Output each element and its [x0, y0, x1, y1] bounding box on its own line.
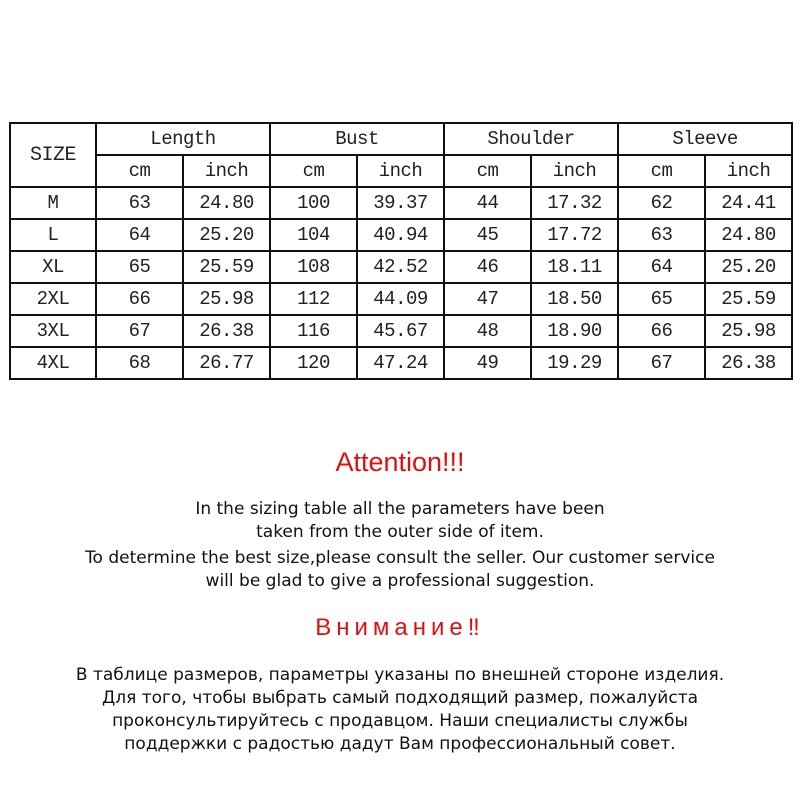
- measurement-cell: 66: [618, 315, 705, 347]
- measurement-cell: 66: [96, 283, 183, 315]
- size-chart-table: [9, 122, 793, 380]
- size-label-cell: 4XL: [10, 347, 96, 379]
- measurement-cell: 25.98: [705, 315, 792, 347]
- measurement-cell: 26.38: [705, 347, 792, 379]
- attention-heading-ru: Внимание‼: [315, 614, 485, 641]
- shoulder-inch-header: inch: [531, 155, 618, 187]
- size-row: [10, 187, 792, 219]
- bust-cm-header: cm: [270, 155, 357, 187]
- measurement-cell: 65: [96, 251, 183, 283]
- attention-heading-en: Attention!!!: [335, 447, 465, 477]
- measurement-cell: 18.90: [531, 315, 618, 347]
- size-label-cell: 2XL: [10, 283, 96, 315]
- size-row: [10, 219, 792, 251]
- length-header: Length: [96, 123, 270, 155]
- notice-text-ru: [0, 664, 800, 756]
- sleeve-header: Sleeve: [618, 123, 792, 155]
- measurement-cell: 112: [270, 283, 357, 315]
- measurement-cell: 120: [270, 347, 357, 379]
- measurement-cell: 49: [444, 347, 531, 379]
- measurement-cell: 47.24: [357, 347, 444, 379]
- measurement-cell: 24.41: [705, 187, 792, 219]
- notice-line: taken from the outer side of item.: [256, 522, 544, 542]
- length-inch-header: inch: [183, 155, 270, 187]
- measurement-cell: 68: [96, 347, 183, 379]
- header-unit-row: [10, 155, 792, 187]
- measurement-cell: 48: [444, 315, 531, 347]
- size-row: [10, 315, 792, 347]
- measurement-cell: 26.77: [183, 347, 270, 379]
- measurement-cell: 63: [96, 187, 183, 219]
- measurement-cell: 67: [618, 347, 705, 379]
- notice-text-en: [0, 498, 800, 593]
- measurement-cell: 19.29: [531, 347, 618, 379]
- notice-line: will be glad to give a professional suggestion.: [205, 571, 595, 591]
- notice-line-ru: В таблице размеров, параметры указаны по внешней стороне изделия.: [75, 665, 725, 685]
- measurement-cell: 65: [618, 283, 705, 315]
- measurement-cell: 18.50: [531, 283, 618, 315]
- measurement-cell: 104: [270, 219, 357, 251]
- shoulder-header: Shoulder: [444, 123, 618, 155]
- notice-line: To determine the best size,please consult the seller. Our customer service: [85, 548, 715, 568]
- measurement-cell: 46: [444, 251, 531, 283]
- size-column-header: SIZE: [10, 123, 96, 187]
- measurement-cell: 24.80: [705, 219, 792, 251]
- measurement-cell: 24.80: [183, 187, 270, 219]
- size-row: [10, 347, 792, 379]
- length-cm-header: cm: [96, 155, 183, 187]
- measurement-cell: 47: [444, 283, 531, 315]
- measurement-cell: 64: [96, 219, 183, 251]
- notice-line-ru: проконсультируйтесь с продавцом. Наши специалисты службы: [112, 711, 688, 731]
- measurement-cell: 25.98: [183, 283, 270, 315]
- measurement-cell: 62: [618, 187, 705, 219]
- size-label-cell: 3XL: [10, 315, 96, 347]
- size-label-cell: XL: [10, 251, 96, 283]
- size-label-cell: M: [10, 187, 96, 219]
- measurement-cell: 67: [96, 315, 183, 347]
- sleeve-cm-header: cm: [618, 155, 705, 187]
- measurement-cell: 26.38: [183, 315, 270, 347]
- measurement-cell: 39.37: [357, 187, 444, 219]
- measurement-cell: 25.20: [705, 251, 792, 283]
- notice-paragraph-1: [0, 498, 800, 544]
- size-row: [10, 251, 792, 283]
- sleeve-inch-header: inch: [705, 155, 792, 187]
- measurement-cell: 63: [618, 219, 705, 251]
- measurement-cell: 44: [444, 187, 531, 219]
- measurement-cell: 108: [270, 251, 357, 283]
- measurement-cell: 116: [270, 315, 357, 347]
- size-table-body: [10, 187, 792, 379]
- measurement-cell: 17.32: [531, 187, 618, 219]
- shoulder-cm-header: cm: [444, 155, 531, 187]
- bust-header: Bust: [270, 123, 444, 155]
- measurement-cell: 25.59: [705, 283, 792, 315]
- header-group-row: [10, 123, 792, 155]
- notice-line: In the sizing table all the parameters have been: [195, 499, 605, 519]
- measurement-cell: 25.20: [183, 219, 270, 251]
- measurement-cell: 45: [444, 219, 531, 251]
- measurement-cell: 17.72: [531, 219, 618, 251]
- size-label-cell: L: [10, 219, 96, 251]
- measurement-cell: 40.94: [357, 219, 444, 251]
- measurement-cell: 64: [618, 251, 705, 283]
- measurement-cell: 100: [270, 187, 357, 219]
- measurement-cell: 18.11: [531, 251, 618, 283]
- size-row: [10, 283, 792, 315]
- bust-inch-header: inch: [357, 155, 444, 187]
- notice-line-ru: Для того, чтобы выбрать самый подходящий размер, пожалуйста: [101, 688, 699, 708]
- notice-line-ru: поддержки с радостью дадут Вам профессиональный совет.: [124, 734, 676, 754]
- measurement-cell: 42.52: [357, 251, 444, 283]
- notice-paragraph-2: [0, 547, 800, 593]
- measurement-cell: 45.67: [357, 315, 444, 347]
- measurement-cell: 44.09: [357, 283, 444, 315]
- measurement-cell: 25.59: [183, 251, 270, 283]
